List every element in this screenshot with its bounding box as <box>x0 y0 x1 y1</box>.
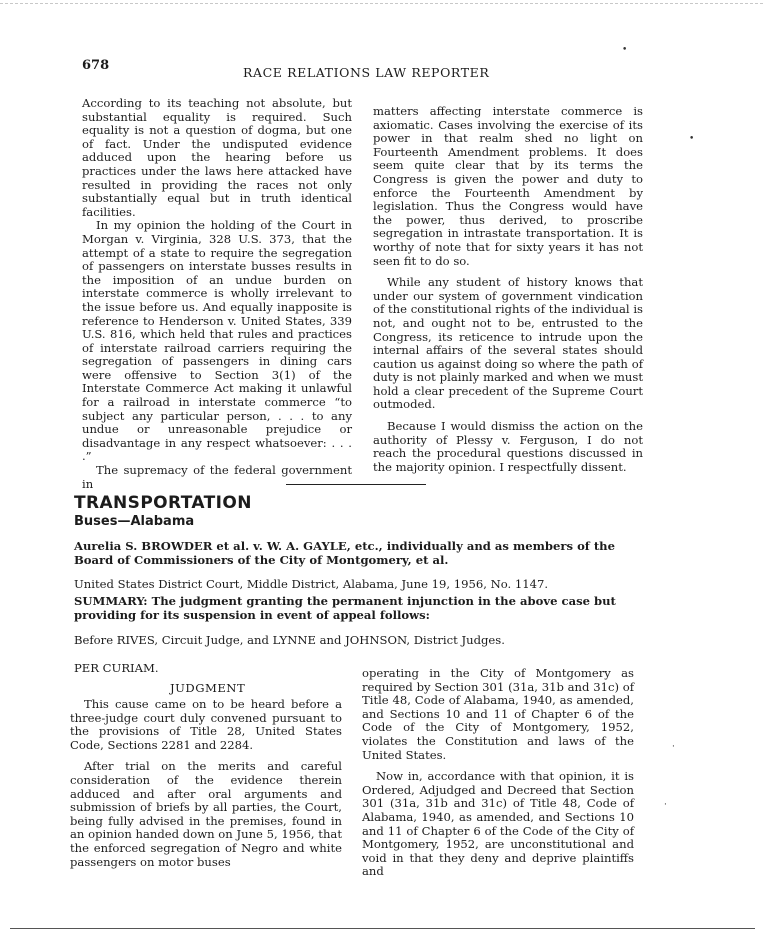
paragraph: operating in the City of Montgomery as required by Section 301 (31a, 31b and 31c) of Title 48, Code of Alabama, 1940, as amended, and Sections 10 and 11 of Chapter 6 of the Code of the City of Montgomery, 1952, violates the Constitution and laws of the United States. <box>362 666 634 762</box>
paragraph: After trial on the merits and careful consideration of the evidence therein adduced and after oral arguments and submission of briefs by all parties, the Court, being fully advised in the premises, found in an opinion handed down on June 5, 1956, that the enforced segregation of Negro and white passengers on motor buses <box>70 759 342 869</box>
per-curiam: PER CURIAM. <box>74 661 159 675</box>
opinion-left-column <box>70 698 342 869</box>
paragraph: In my opinion the holding of the Court in Morgan v. Virginia, 328 U.S. 373, that the attempt of a state to require the segregation of passengers on interstate busses results in the imposition of an undue burden on interstate commerce is wholly irrelevant to the issue before us. And equally inapposite is reference to Henderson v. United States, 339 U.S. 816, which held that rules and practices of interstate railroad carriers requiring the segregation of passengers in dining cars were offensive to Section 3(1) of the Interstate Commerce Act making it unlawful for a railroad in interstate commerce “to subject any particular person, . . . to any undue or unreasonable prejudice or disadvantage in any respect whatsoever: . . . .” <box>82 218 352 464</box>
top-right-column <box>373 105 643 474</box>
scan-speck: · <box>664 800 667 810</box>
paragraph: While any student of history knows that under our system of government vindication of the constitutional rights of the individual is not, and ought not to be, entrusted to the Congress, its reticence to intrude upon the internal affairs of the several states should caution us against doing so where the path of duty is not plainly marked and when we must hold a clear precedent of the Supreme Court outmoded. <box>373 275 643 412</box>
section-subtitle: Buses—Alabama <box>74 514 195 529</box>
top-border <box>0 3 763 4</box>
section-title: TRANSPORTATION <box>74 493 252 513</box>
opinion-right-column <box>362 667 634 879</box>
running-head: RACE RELATIONS LAW REPORTER <box>243 65 490 80</box>
paragraph: matters affecting interstate commerce is axiomatic. Cases involving the exercise of its power in that realm shed no light on Fourteenth Amendment problems. It does seem quite clear that by its terms the Congress is given the power and duty to enforce the Fourteenth Amendment by legislation. Thus the Congress would have the power, thus derived, to proscribe segregation in intrastate transportation. It is worthy of note that for sixty years it has not seen fit to do so. <box>373 104 643 268</box>
paragraph: The supremacy of the federal government in <box>82 463 352 491</box>
bottom-border <box>10 928 755 929</box>
section-divider <box>286 484 426 485</box>
paragraph: This cause came on to be heard before a three-judge court duly convened pursuant to the provisions of Title 28, United States Code, Sections 2281 and 2284. <box>70 697 342 752</box>
judges-line: Before RIVES, Circuit Judge, and LYNNE and JOHNSON, District Judges. <box>74 633 505 647</box>
scan-speck: • <box>689 134 695 144</box>
judgment-heading: JUDGMENT <box>170 681 246 695</box>
case-title: Aurelia S. BROWDER et al. v. W. A. GAYLE, etc., individually and as members of the Board of Commissioners of the City of Montgomery, et al. <box>74 539 615 567</box>
scan-speck: · <box>672 742 675 752</box>
court-line: United States District Court, Middle District, Alabama, June 19, 1956, No. 1147. <box>74 577 549 591</box>
paragraph: Because I would dismiss the action on the authority of Plessy v. Ferguson, I do not reach the procedural questions discussed in the majority opinion. I respectfully dissent. <box>373 419 643 474</box>
case-summary: SUMMARY: The judgment granting the permanent injunction in the above case but providing for its suspension in event of appeal follows: <box>74 594 616 622</box>
scan-speck: • <box>622 45 628 55</box>
paragraph: Now in, accordance with that opinion, it is Ordered, Adjudged and Decreed that Section 301 (31a, 31b and 31c) of Title 48, Code of Alabama, 1940, as amended, and Sections 10 and 11 of Chapter 6 of the Code of the City of Montgomery, 1952, are unconstitutional and void in that they deny and deprive plaintiffs and <box>362 769 634 879</box>
top-left-column <box>82 97 352 491</box>
page-number: 678 <box>82 58 110 73</box>
paragraph: According to its teaching not absolute, but substantial equality is required. Such equality is not a question of dogma, but one of fact. Under the undisputed evidence adduced upon the hearing before us practices under the laws here attacked have resulted in providing the races not only substantially equal but in truth identical facilities. <box>82 96 352 219</box>
